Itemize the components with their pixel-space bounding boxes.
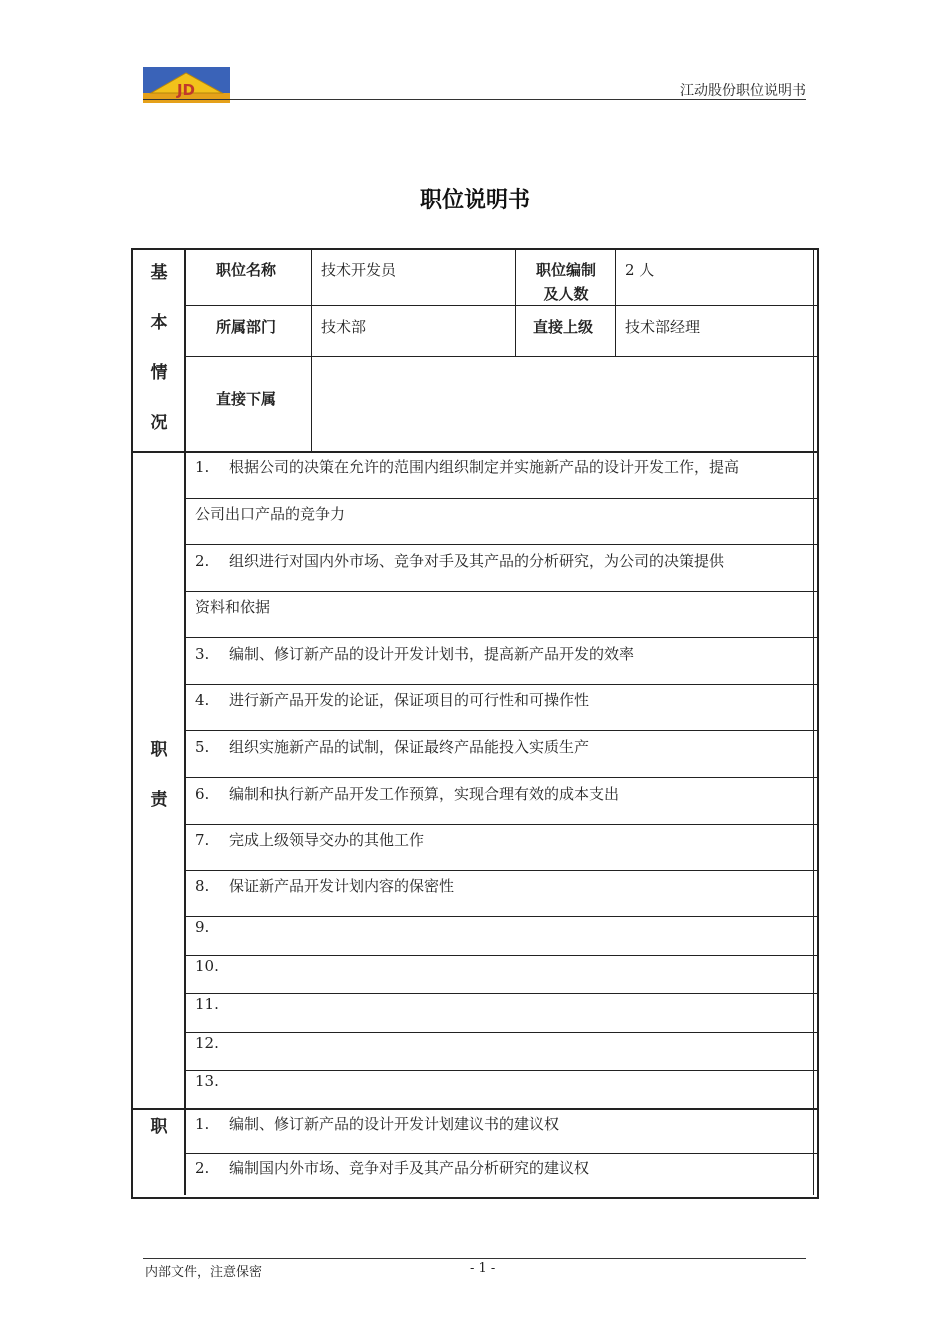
job-description-table [131, 248, 819, 1199]
headcount-value: 2 人 [625, 261, 655, 279]
duties-label-char: 责 [150, 790, 168, 810]
divider-label-column [184, 250, 186, 1195]
duty-line: 1. 根据公司的决策在允许的范围内组织制定并实施新产品的设计开发工作，提高 [195, 458, 740, 476]
duty-line: 9. [195, 918, 210, 936]
duties-label-char: 职 [150, 740, 168, 760]
divider-duties-section [133, 1108, 817, 1110]
supervisor-value: 技术部经理 [625, 318, 701, 336]
company-logo [143, 67, 230, 103]
supervisor-label: 直接上级 [533, 318, 594, 336]
authority-line: 2. 编制国内外市场、竞争对手及其产品分析研究的建议权 [195, 1159, 590, 1177]
authority-label-char: 职 [150, 1117, 168, 1137]
duty-line: 8. 保证新产品开发计划内容的保密性 [195, 877, 455, 895]
duty-line: 2. 组织进行对国内外市场、竞争对手及其产品的分析研究，为公司的决策提供 [195, 552, 725, 570]
duty-line: 3. 编制、修订新产品的设计开发计划书，提高新产品开发的效率 [195, 645, 635, 663]
duty-line: 12. [195, 1034, 219, 1052]
duty-line: 资料和依据 [195, 598, 271, 616]
duty-line: 13. [195, 1072, 219, 1090]
logo-text: JD [176, 81, 196, 99]
divider-basic-col1 [311, 250, 312, 451]
department-label: 所属部门 [216, 318, 277, 336]
page-title: 职位说明书 [419, 188, 530, 213]
duty-line: 10. [195, 957, 219, 975]
duty-line: 公司出口产品的竞争力 [195, 505, 346, 523]
duty-line: 6. 编制和执行新产品开发工作预算，实现合理有效的成本支出 [195, 785, 620, 803]
duty-line: 4. 进行新产品开发的论证，保证项目的可行性和可操作性 [195, 691, 590, 709]
basic-label-char: 本 [150, 313, 168, 333]
page-number: - 1 - [470, 1261, 496, 1276]
divider-basic-row2 [186, 356, 817, 357]
duty-line: 7. 完成上级领导交办的其他工作 [195, 831, 425, 849]
basic-label-char: 基 [150, 263, 168, 283]
duty-line: 5. 组织实施新产品的试制，保证最终产品能投入实质生产 [195, 738, 590, 756]
department-value: 技术部 [321, 318, 367, 336]
footer-divider [143, 1258, 806, 1259]
headcount-label: 职位编制及人数 [535, 261, 596, 303]
divider-basic-section [133, 451, 817, 453]
divider-basic-col3 [615, 250, 616, 356]
position-name-label: 职位名称 [216, 261, 277, 279]
basic-label-char: 况 [150, 413, 168, 433]
header-divider [143, 99, 806, 100]
confidential-notice: 内部文件，注意保密 [145, 1265, 263, 1280]
subordinate-label: 直接下属 [216, 390, 277, 408]
divider-basic-col2 [515, 250, 516, 356]
authority-line: 1. 编制、修订新产品的设计开发计划建议书的建议权 [195, 1115, 560, 1133]
divider-inner-right [813, 250, 814, 1195]
position-name-value: 技术开发员 [321, 261, 397, 279]
document-series-title: 江动股份职位说明书 [680, 83, 806, 99]
basic-label-char: 情 [150, 363, 168, 383]
divider-basic-row1 [186, 305, 817, 306]
duty-line: 11. [195, 995, 219, 1013]
